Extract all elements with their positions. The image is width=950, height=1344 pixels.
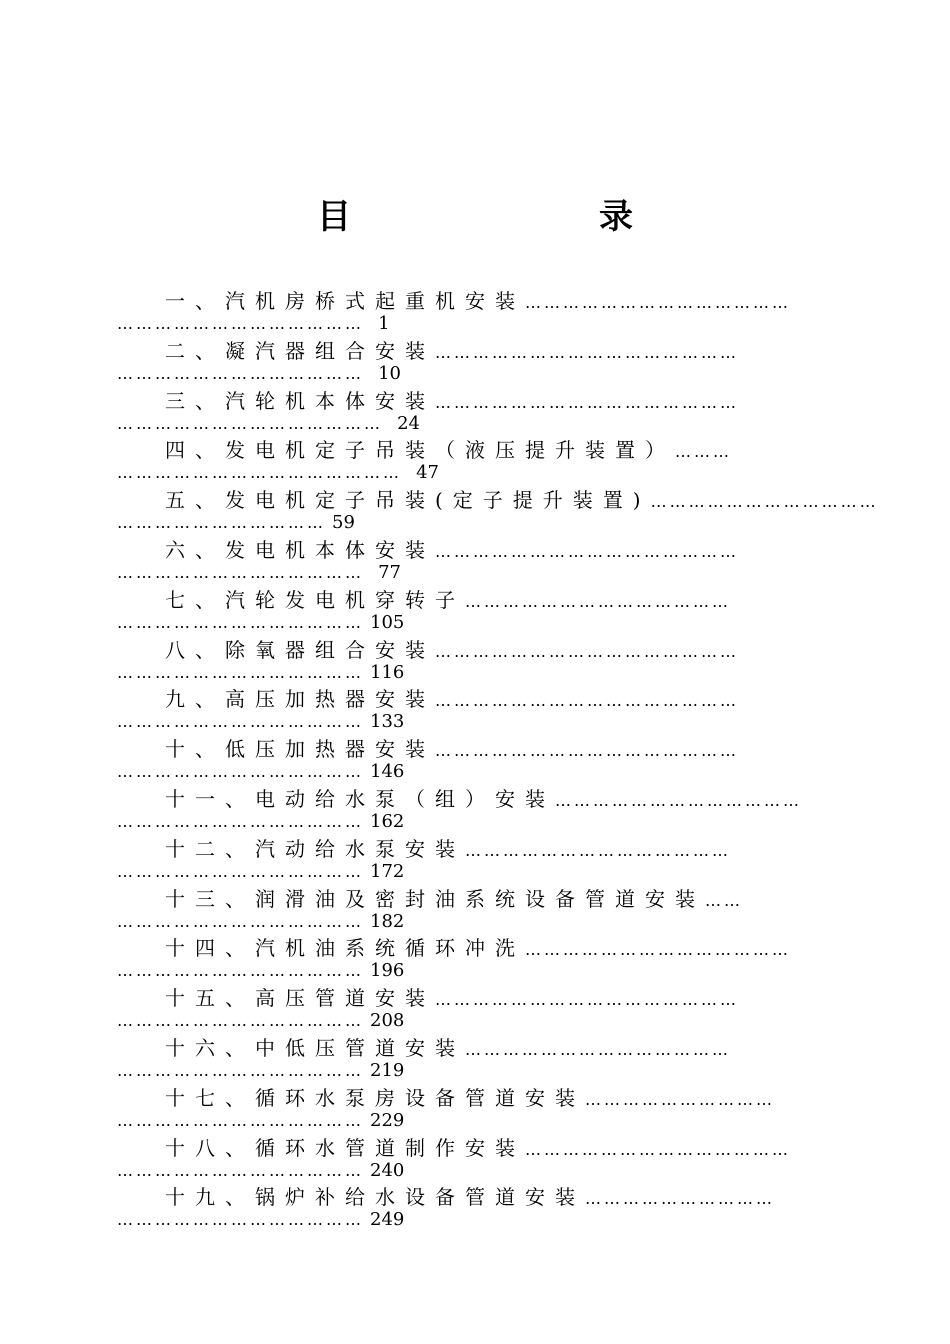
toc-entry-second-line bbox=[117, 709, 404, 735]
toc-entry-title: 十八、循环水管道制作安装 bbox=[165, 1135, 525, 1160]
toc-entry-second-line bbox=[117, 1058, 404, 1084]
toc-entry-second-line bbox=[117, 610, 404, 636]
toc-entry[interactable] bbox=[117, 386, 837, 436]
toc-leader-dots: …………………………………… bbox=[465, 591, 731, 611]
toc-entry[interactable] bbox=[117, 1182, 837, 1232]
toc-leader-dots: ………………………… bbox=[585, 1089, 775, 1109]
toc-entry[interactable] bbox=[117, 336, 837, 386]
toc-page-number: 229 bbox=[370, 1109, 405, 1131]
toc-leader-dots: ………………………………… bbox=[117, 1160, 364, 1180]
toc-page-number: 196 bbox=[370, 960, 405, 982]
toc-page-number: 240 bbox=[370, 1159, 405, 1181]
toc-leader-dots: ………………………………… bbox=[117, 363, 373, 383]
toc-entry[interactable] bbox=[117, 784, 837, 834]
toc-leader-dots: …………………………………… bbox=[465, 1039, 731, 1059]
toc-leader-dots: ………………………………………… bbox=[435, 691, 739, 711]
toc-leader-dots: ………………………………… bbox=[117, 314, 373, 333]
toc-leader-dots: ………………………………………… bbox=[435, 342, 739, 362]
toc-entry-second-line bbox=[117, 560, 401, 586]
toc-entry[interactable] bbox=[117, 1083, 837, 1133]
toc-leader-dots: ………………………………… bbox=[117, 1110, 364, 1130]
toc-entry[interactable] bbox=[117, 1033, 837, 1083]
toc-entry[interactable] bbox=[117, 933, 837, 983]
toc-page-number: 24 bbox=[397, 412, 420, 434]
toc-leader-dots: …………………………… bbox=[117, 513, 326, 533]
toc-leader-dots: …………………………………… bbox=[525, 293, 791, 312]
toc-entry-title: 十六、中低压管道安装 bbox=[165, 1035, 465, 1060]
toc-leader-dots: ………………………………………… bbox=[435, 392, 739, 412]
toc-page-number: 172 bbox=[370, 860, 405, 882]
toc-leader-dots: …… bbox=[705, 890, 743, 910]
toc-entry[interactable] bbox=[117, 834, 837, 884]
toc-leader-dots: ………………………………… bbox=[117, 911, 364, 931]
table-of-contents bbox=[117, 286, 879, 1232]
toc-leader-dots: ………………………………… bbox=[117, 1011, 364, 1031]
toc-leader-dots: …………………………………… bbox=[525, 1139, 791, 1159]
toc-entry-second-line bbox=[117, 1207, 404, 1233]
toc-leader-dots: ………………………………… bbox=[117, 762, 364, 782]
toc-leader-dots: ……… bbox=[675, 442, 732, 462]
toc-page-number: 47 bbox=[416, 462, 439, 484]
toc-entry-title: 十五、高压管道安装 bbox=[165, 986, 435, 1011]
toc-entry[interactable] bbox=[117, 485, 879, 535]
toc-entry-title: 九、高压加热器安装 bbox=[165, 687, 435, 712]
toc-leader-dots: ………………………………… bbox=[117, 961, 364, 981]
toc-leader-dots: ………………………………………… bbox=[435, 641, 739, 661]
toc-entry-title: 十七、循环水泵房设备管道安装 bbox=[165, 1085, 585, 1110]
toc-entry-second-line bbox=[117, 510, 355, 536]
toc-entry-second-line bbox=[117, 1108, 404, 1134]
toc-entry-title: 十一、电动给水泵（组）安装 bbox=[165, 786, 555, 811]
toc-leader-dots: ………………………………… bbox=[117, 811, 364, 831]
toc-leader-dots: …………………………………… bbox=[525, 940, 791, 960]
toc-entry-title: 十九、锅炉补给水设备管道安装 bbox=[165, 1185, 585, 1210]
toc-entry[interactable] bbox=[117, 684, 837, 734]
toc-entry[interactable] bbox=[117, 884, 837, 934]
toc-leader-dots: ………………………………… bbox=[117, 1210, 364, 1230]
toc-leader-dots: ………………………………… bbox=[117, 861, 364, 881]
toc-page-number: 208 bbox=[370, 1010, 405, 1032]
toc-leader-dots: ………………………………… bbox=[117, 662, 364, 682]
toc-entry-title: 二、凝汽器组合安装 bbox=[165, 338, 435, 363]
toc-page-number: 59 bbox=[332, 512, 355, 534]
toc-entry[interactable] bbox=[117, 983, 837, 1033]
toc-page-number: 10 bbox=[378, 362, 401, 384]
toc-entry-second-line bbox=[117, 1158, 404, 1184]
toc-entry-title: 八、除氧器组合安装 bbox=[165, 637, 435, 662]
toc-entry-second-line bbox=[117, 958, 404, 984]
toc-entry-second-line bbox=[117, 809, 404, 835]
toc-leader-dots: ……………………………… bbox=[650, 492, 879, 512]
toc-leader-dots: …………………………………… bbox=[465, 840, 731, 860]
toc-entry[interactable] bbox=[117, 435, 837, 485]
toc-page-number: 77 bbox=[378, 561, 401, 583]
toc-leader-dots: ………………………… bbox=[585, 1189, 775, 1209]
toc-page-number: 146 bbox=[370, 761, 405, 783]
toc-page-number: 219 bbox=[370, 1059, 405, 1081]
toc-entry-second-line bbox=[117, 759, 404, 785]
toc-leader-dots: ………………………………………… bbox=[435, 541, 739, 561]
toc-page-number: 162 bbox=[370, 810, 405, 832]
toc-entry-title: 三、汽轮机本体安装 bbox=[165, 388, 435, 413]
toc-entry[interactable] bbox=[117, 1133, 837, 1183]
toc-page-number: 105 bbox=[370, 611, 405, 633]
toc-entry-second-line bbox=[117, 311, 390, 337]
toc-entry[interactable] bbox=[117, 734, 837, 784]
toc-entry-second-line bbox=[117, 411, 420, 437]
toc-entry-title: 十四、汽机油系统循环冲洗 bbox=[165, 936, 525, 961]
toc-entry-title: 六、发电机本体安装 bbox=[165, 537, 435, 562]
toc-entry-title: 十三、润滑油及密封油系统设备管道安装 bbox=[165, 886, 705, 911]
toc-entry-title: 七、汽轮发电机穿转子 bbox=[165, 587, 465, 612]
toc-entry-title: 十、低压加热器安装 bbox=[165, 737, 435, 762]
toc-entry-second-line bbox=[117, 859, 404, 885]
toc-leader-dots: ………………………………… bbox=[117, 1060, 364, 1080]
toc-entry[interactable] bbox=[117, 286, 837, 336]
toc-page-number: 1 bbox=[378, 313, 390, 334]
toc-entry-second-line bbox=[117, 460, 439, 486]
toc-page-number: 182 bbox=[370, 910, 405, 932]
toc-leader-dots: ………………………………… bbox=[117, 562, 373, 582]
toc-entry-title: 四、发电机定子吊装（液压提升装置） bbox=[165, 438, 675, 463]
toc-entry[interactable] bbox=[117, 635, 837, 685]
toc-entry-second-line bbox=[117, 361, 401, 387]
toc-page-number: 249 bbox=[370, 1209, 405, 1231]
toc-entry-title: 五、发电机定子吊装(定子提升装置) bbox=[165, 488, 651, 513]
toc-page-number: 133 bbox=[370, 711, 405, 733]
toc-entry[interactable] bbox=[117, 585, 837, 635]
toc-leader-dots: ………………………………… bbox=[117, 612, 364, 632]
toc-entry-second-line bbox=[117, 660, 404, 686]
toc-leader-dots: ………………………………… bbox=[117, 712, 364, 732]
toc-entry-second-line bbox=[117, 1008, 404, 1034]
toc-page-number: 116 bbox=[370, 661, 405, 683]
toc-leader-dots: ………………………………………… bbox=[435, 990, 739, 1010]
toc-leader-dots: ……………………………………… bbox=[117, 463, 411, 483]
page-title: 目 录 bbox=[317, 197, 693, 237]
toc-entry-title: 十二、汽动给水泵安装 bbox=[165, 836, 465, 861]
toc-entry[interactable] bbox=[117, 535, 837, 585]
toc-leader-dots: …………………………………… bbox=[117, 413, 392, 433]
toc-leader-dots: ………………………………………… bbox=[435, 741, 739, 761]
toc-entry-second-line bbox=[117, 909, 404, 935]
toc-leader-dots: ………………………………… bbox=[555, 790, 802, 810]
toc-entry-title: 一、汽机房桥式起重机安装 bbox=[165, 289, 525, 313]
